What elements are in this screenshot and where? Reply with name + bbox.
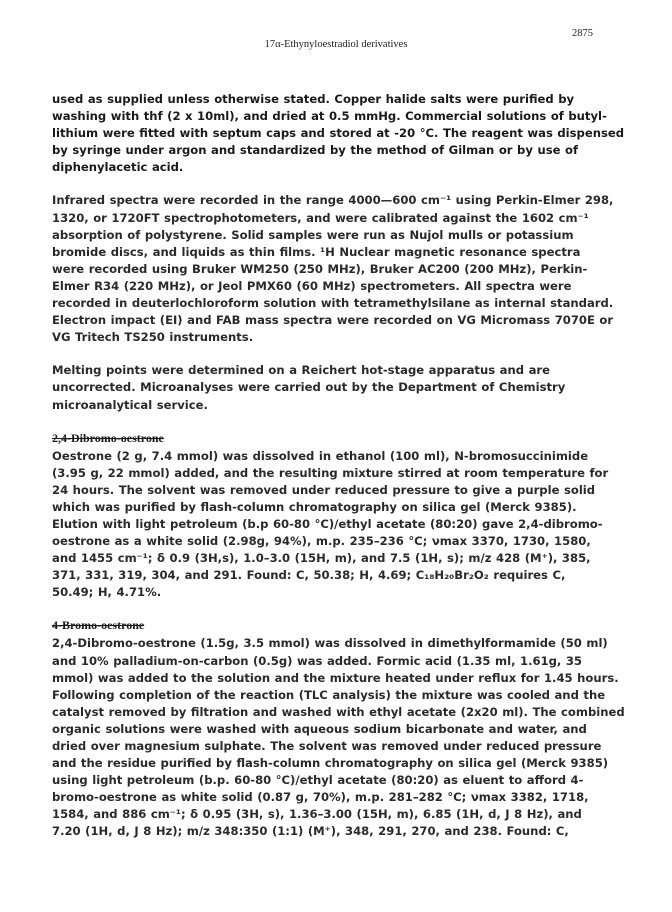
- running-title: 17α-Ethynyloestradiol derivatives: [264, 39, 408, 50]
- text-line: 24 hours. The solvent was removed under reduced pressure to give a purple solid: [52, 482, 596, 497]
- text-line: and 1455 cm⁻¹; δ 0.9 (3H,s), 1.0–3.0 (15H, m), and 7.5 (1H, s); m/z 428 (M⁺), 385,: [52, 551, 591, 566]
- text-line: Electron impact (EI) and FAB mass spectra were recorded on VG Micromass 7070E or: [52, 313, 614, 328]
- paragraph-materials: [52, 91, 625, 176]
- text-line: 1320, or 1720FT spectrophotometers, and were calibrated against the 1602 cm⁻¹: [52, 210, 589, 225]
- text-line: (3.95 g, 22 mmol) added, and the resulting mixture stirred at room temperature for: [52, 465, 609, 480]
- text-line: recorded in deuterlochloroform solution with tetramethylsilane as internal standard.: [52, 296, 614, 311]
- text-line: diphenylacetic acid.: [52, 160, 184, 175]
- text-line: Infrared spectra were recorded in the range 4000—600 cm⁻¹ using Perkin-Elmer 298,: [52, 193, 614, 208]
- text-line: used as supplied unless otherwise stated. Copper halide salts were purified by: [52, 92, 575, 106]
- text-line: Oestrone (2 g, 7.4 mmol) was dissolved in ethanol (100 ml), N-bromosuccinimide: [52, 448, 589, 463]
- text-line: washing with thf (2 x 10ml), and dried at 0.5 mmHg. Commercial solutions of butyl-: [52, 109, 607, 124]
- text-line: which was purified by flash-column chromatography on silica gel (Merck 9385).: [52, 499, 577, 514]
- text-line: absorption of polystyrene. Solid samples were run as Nujol mulls or potassium: [52, 227, 574, 242]
- text-line: VG Tritech TS250 instruments.: [52, 330, 254, 345]
- text-line: lithium were fitted with septum caps and stored at -20 °C. The reagent was dispensed: [52, 126, 625, 141]
- page-number: 2875: [572, 28, 593, 39]
- section-heading-bromo-oestrone: 4-Bromo-oestrone: [52, 618, 145, 633]
- text-line: Melting points were determined on a Reichert hot-stage apparatus and are: [52, 363, 550, 378]
- text-line: dried over magnesium sulphate. The solvent was removed under reduced pressure: [52, 739, 602, 753]
- text-line: 1584, and 886 cm⁻¹; δ 0.95 (3H, s), 1.36–3.00 (15H, m), 6.85 (1H, d, J 8 Hz), and: [52, 807, 582, 822]
- text-line: by syringe under argon and standardized by the method of Gilman or by use of: [52, 143, 579, 158]
- text-line: bromo-oestrone as white solid (0.87 g, 70%), m.p. 281–282 °C; νmax 3382, 1718,: [52, 790, 589, 805]
- text-line: microanalytical service.: [52, 397, 208, 412]
- text-line: 50.49; H, 4.71%.: [52, 585, 162, 600]
- text-line: catalyst removed by filtration and washed with ethyl acetate (2x20 ml). The combined: [52, 704, 625, 719]
- text-line: oestrone as a white solid (2.98g, 94%), m.p. 235–236 °C; νmax 3370, 1730, 1580,: [52, 534, 591, 549]
- section-heading-dibromo-oestrone: 2,4-Dibromo-oestrone: [52, 430, 164, 445]
- text-line: uncorrected. Microanalyses were carried out by the Department of Chemistry: [52, 380, 566, 395]
- text-line: 2,4-Dibromo-oestrone (1.5g, 3.5 mmol) was dissolved in dimethylformamide (50 ml): [52, 636, 608, 651]
- paragraph-spectroscopy: [52, 192, 622, 346]
- paragraph-dibromo-oestrone: [52, 448, 622, 602]
- text-line: Elmer R34 (220 MHz), or Jeol PMX60 (60 MHz) spectrometers. All spectra were: [52, 278, 572, 293]
- text-line: were recorded using Bruker WM250 (250 MHz), Bruker AC200 (200 MHz), Perkin-: [52, 261, 588, 276]
- paragraph-melting-points: [52, 362, 622, 413]
- text-line: Elution with light petroleum (b.p 60-80 °C)/ethyl acetate (80:20) gave 2,4-dibromo-: [52, 516, 603, 531]
- text-line: and 10% palladium-on-carbon (0.5g) was added. Formic acid (1.35 ml, 1.61g, 35: [52, 653, 582, 668]
- text-line: Following completion of the reaction (TLC analysis) the mixture was cooled and the: [52, 687, 606, 702]
- text-line: organic solutions were washed with aqueous sodium bicarbonate and water, and: [52, 721, 587, 736]
- text-line: 371, 331, 319, 304, and 291. Found: C, 50.38; H, 4.69; C₁₈H₂₀Br₂O₂ requires C,: [52, 568, 566, 583]
- text-line: 7.20 (1H, d, J 8 Hz); m/z 348:350 (1:1) (M⁺), 348, 291, 270, and 238. Found: C,: [52, 824, 569, 839]
- text-line: mmol) was added to the solution and the mixture heated under reflux for 1.45 hours.: [52, 670, 619, 685]
- text-line: using light petroleum (b.p. 60-80 °C)/ethyl acetate (80:20) as eluent to afford 4-: [52, 773, 584, 788]
- paragraph-bromo-oestrone: [52, 635, 625, 840]
- text-line: and the residue purified by flash-column chromatography on silica gel (Merck 9385): [52, 756, 609, 771]
- page-body: [52, 91, 625, 857]
- text-line: bromide discs, and liquids as thin films. ¹H Nuclear magnetic resonance spectra: [52, 244, 581, 259]
